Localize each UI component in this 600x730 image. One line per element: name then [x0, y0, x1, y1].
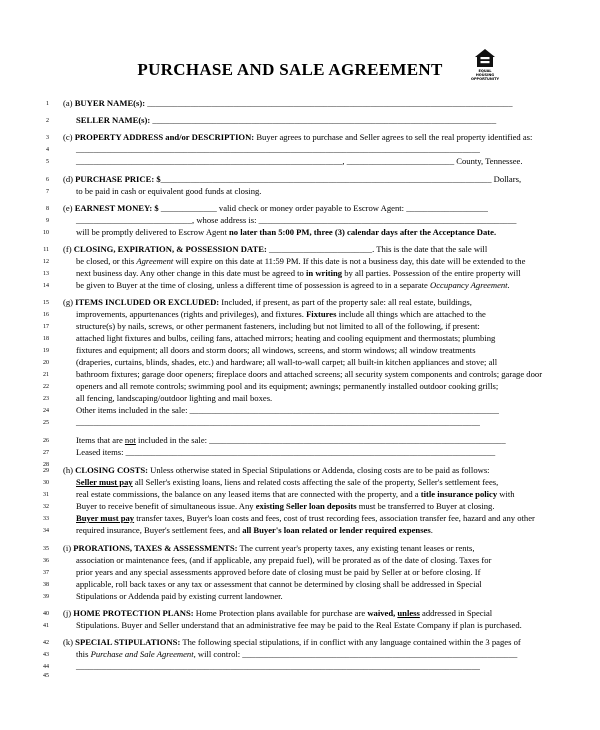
line-text: next business day. Any other change in this date must be agreed to in writing by all parties. Possession of the entire property will — [76, 268, 521, 278]
line-text: Buyer must pay transfer taxes, Buyer's loan costs and fees, cost of trust recording fees, association transfer fee, hazard and any other — [76, 513, 535, 523]
line-text: applicable, roll back taxes or any tax or assessment that cannot be determined by closing shall be addressed in Special — [76, 579, 482, 589]
line-text: all fencing, landscaping/outdoor lighting and mail boxes. — [76, 393, 273, 403]
form-line — [0, 278, 600, 292]
line-text: fixtures and equipment; all doors and storm doors; all windows, screens, and storm windows; all window treatments — [76, 345, 476, 355]
line-number: 22 — [43, 384, 49, 390]
line-number: 43 — [43, 652, 49, 658]
line-text: to be paid in cash or equivalent good funds at closing. — [76, 186, 262, 196]
line-text: prior years and any special assessments approved before date of closing must be paid by Seller at or before closing. If — [76, 567, 481, 577]
line-text: Stipulations. Buyer and Seller understand that an administrative fee may be paid to the Real Estate Company if plan is purchased. — [76, 620, 522, 630]
line-number: 27 — [43, 450, 49, 456]
line-text: ______________________________________________________________________________________________ — [76, 661, 480, 671]
line-number: 45 — [43, 673, 49, 679]
line-number: 6 — [46, 177, 49, 183]
line-text: (k) SPECIAL STIPULATIONS: The following special stipulations, if in conflict with any language contained within the 3 pages of — [63, 637, 521, 647]
form-line — [0, 618, 600, 632]
line-number: 30 — [43, 480, 49, 486]
line-number: 14 — [43, 283, 49, 289]
line-text: (i) PRORATIONS, TAXES & ASSESSMENTS: The current year's property taxes, any existing tenant leases or rents, — [63, 543, 475, 553]
form-line — [0, 154, 600, 168]
line-number: 16 — [43, 312, 49, 318]
line-number: 36 — [43, 558, 49, 564]
line-text: (e) EARNEST MONEY: $ _____________ valid check or money order payable to Escrow Agent: ___________________ — [63, 203, 488, 213]
line-text: (h) CLOSING COSTS: Unless otherwise stated in Special Stipulations or Addenda, closing costs are to be paid as follows: — [63, 465, 490, 475]
line-text: ___________________________, whose address is: ____________________________________________________________ — [76, 215, 517, 225]
line-number: 21 — [43, 372, 49, 378]
form-line — [0, 523, 600, 537]
line-number: 34 — [43, 528, 49, 534]
line-text: required insurance, Buyer's settlement fees, and all Buyer's loan related or lender required expenses. — [76, 525, 433, 535]
line-text: openers and all remote controls; swimming pool and its equipment; awnings; permanently installed outdoor cooking grills; — [76, 381, 499, 391]
line-number: 9 — [46, 218, 49, 224]
line-number: 28 — [43, 462, 49, 468]
line-number: 33 — [43, 516, 49, 522]
page-title-text: PURCHASE AND SALE AGREEMENT — [137, 60, 443, 79]
line-text: (g) ITEMS INCLUDED OR EXCLUDED: Included, if present, as part of the property sale: all real estate, buildings, — [63, 297, 472, 307]
form-line — [0, 113, 600, 127]
line-number: 23 — [43, 396, 49, 402]
line-text: attached light fixtures and bulbs, ceiling fans, attached mirrors; heating and cooling equipment and thermostats; plumbing — [76, 333, 496, 343]
line-text: Items that are not included in the sale: _____________________________________________________________________ — [76, 435, 506, 445]
equal-housing-house-icon — [474, 48, 496, 68]
line-number: 12 — [43, 259, 49, 265]
line-number: 11 — [43, 247, 49, 253]
line-text: this Purchase and Sale Agreement, will control: ________________________________________________________________ — [76, 649, 518, 659]
line-text: will be promptly delivered to Escrow Agent no later than 5:00 PM, three (3) calendar days after the Acceptance Date. — [76, 227, 497, 237]
line-number: 38 — [43, 582, 49, 588]
line-number: 8 — [46, 206, 49, 212]
line-number: 32 — [43, 504, 49, 510]
line-text: ______________________________________________________________________________________________ — [76, 144, 480, 154]
form-line — [0, 415, 600, 429]
line-number: 39 — [43, 594, 49, 600]
line-number: 13 — [43, 271, 49, 277]
line-number: 44 — [43, 664, 49, 670]
line-number: 4 — [46, 147, 49, 153]
form-line — [0, 668, 600, 682]
line-text: association or maintenance fees, (and if applicable, any prepaid fuel), will be prorated as of the date of closing. Taxes for — [76, 555, 492, 565]
line-text: Seller must pay all Seller's existing loans, liens and related costs affecting the sale of the property, Seller's settlement fees, — [76, 477, 499, 487]
line-number: 1 — [46, 101, 49, 107]
line-text: real estate commissions, the balance on any leased items that are connected with the property, and a title insurance policy with — [76, 489, 515, 499]
line-number: 20 — [43, 360, 49, 366]
line-text: (c) PROPERTY ADDRESS and/or DESCRIPTION: Buyer agrees to purchase and Seller agrees to sell the real property identified as: — [63, 132, 533, 142]
line-text: be closed, or this Agreement will expire on this date at 11:59 PM. If this date is not a business day, this date will be extended to the — [76, 256, 526, 266]
line-number: 17 — [43, 324, 49, 330]
line-number: 41 — [43, 623, 49, 629]
line-number: 37 — [43, 570, 49, 576]
equal-housing-caption: EQUAL HOUSING OPPORTUNITY — [470, 69, 499, 81]
line-number: 25 — [43, 420, 49, 426]
line-text: ______________________________________________________________________________________________ — [76, 417, 480, 427]
line-text: Stipulations or Addenda paid by existing current landowner. — [76, 591, 283, 601]
line-number: 15 — [43, 300, 49, 306]
line-text: Leased items: ______________________________________________________________________________________ — [76, 447, 496, 457]
form-line — [0, 96, 600, 110]
line-text: improvements, appurtenances (rights and privileges), and fixtures. Fixtures include all things which are attached to the — [76, 309, 486, 319]
line-text: bathroom fixtures; garage door openers; fireplace doors and attached screens; all security system components and controls; garage door — [76, 369, 543, 379]
line-number: 42 — [43, 640, 49, 646]
line-text: ______________________________________________________________, _________________________ County, Tennessee. — [76, 156, 523, 166]
line-number: 18 — [43, 336, 49, 342]
line-number: 40 — [43, 611, 49, 617]
line-text: (draperies, curtains, blinds, shades, etc.) and hardware; all wall-to-wall carpet; all built-in kitchen appliances and stove; all — [76, 357, 498, 367]
line-number: 24 — [43, 408, 49, 414]
line-text: Other items included in the sale: ________________________________________________________________________ — [76, 405, 499, 415]
form-line — [0, 184, 600, 198]
equal-housing-logo — [470, 48, 500, 81]
line-text: (f) CLOSING, EXPIRATION, & POSSESSION DATE: ________________________. This is the date that the sale will — [63, 244, 488, 254]
line-text: (a) BUYER NAME(s): _____________________________________________________________________________________ — [63, 98, 513, 108]
line-number: 7 — [46, 189, 49, 195]
line-number: 31 — [43, 492, 49, 498]
line-number: 2 — [46, 118, 49, 124]
line-number: 19 — [43, 348, 49, 354]
line-text: (d) PURCHASE PRICE: $_____________________________________________________________________________ Dollars, — [63, 174, 522, 184]
line-number: 29 — [43, 468, 49, 474]
form-line — [0, 225, 600, 239]
line-number: 26 — [43, 438, 49, 444]
line-text: structure(s) by nails, screws, or other permanent fasteners, including but not limited to all of the following, if present: — [76, 321, 480, 331]
line-text: SELLER NAME(s): ________________________________________________________________________________ — [76, 115, 497, 125]
line-text: be given to Buyer at the time of closing, unless a different time of possession is agreed to in a separate Occupancy Agreement. — [76, 280, 510, 290]
line-number: 3 — [46, 135, 49, 141]
line-number: 35 — [43, 546, 49, 552]
line-number: 10 — [43, 230, 49, 236]
line-text: Buyer to receive benefit of simultaneous issue. Any existing Seller loan deposits must be transferred to Buyer at closing. — [76, 501, 495, 511]
line-text: (j) HOME PROTECTION PLANS: Home Protection plans available for purchase are waived, unless addressed in Special — [63, 608, 493, 618]
form-line — [0, 589, 600, 603]
line-number: 5 — [46, 159, 49, 165]
